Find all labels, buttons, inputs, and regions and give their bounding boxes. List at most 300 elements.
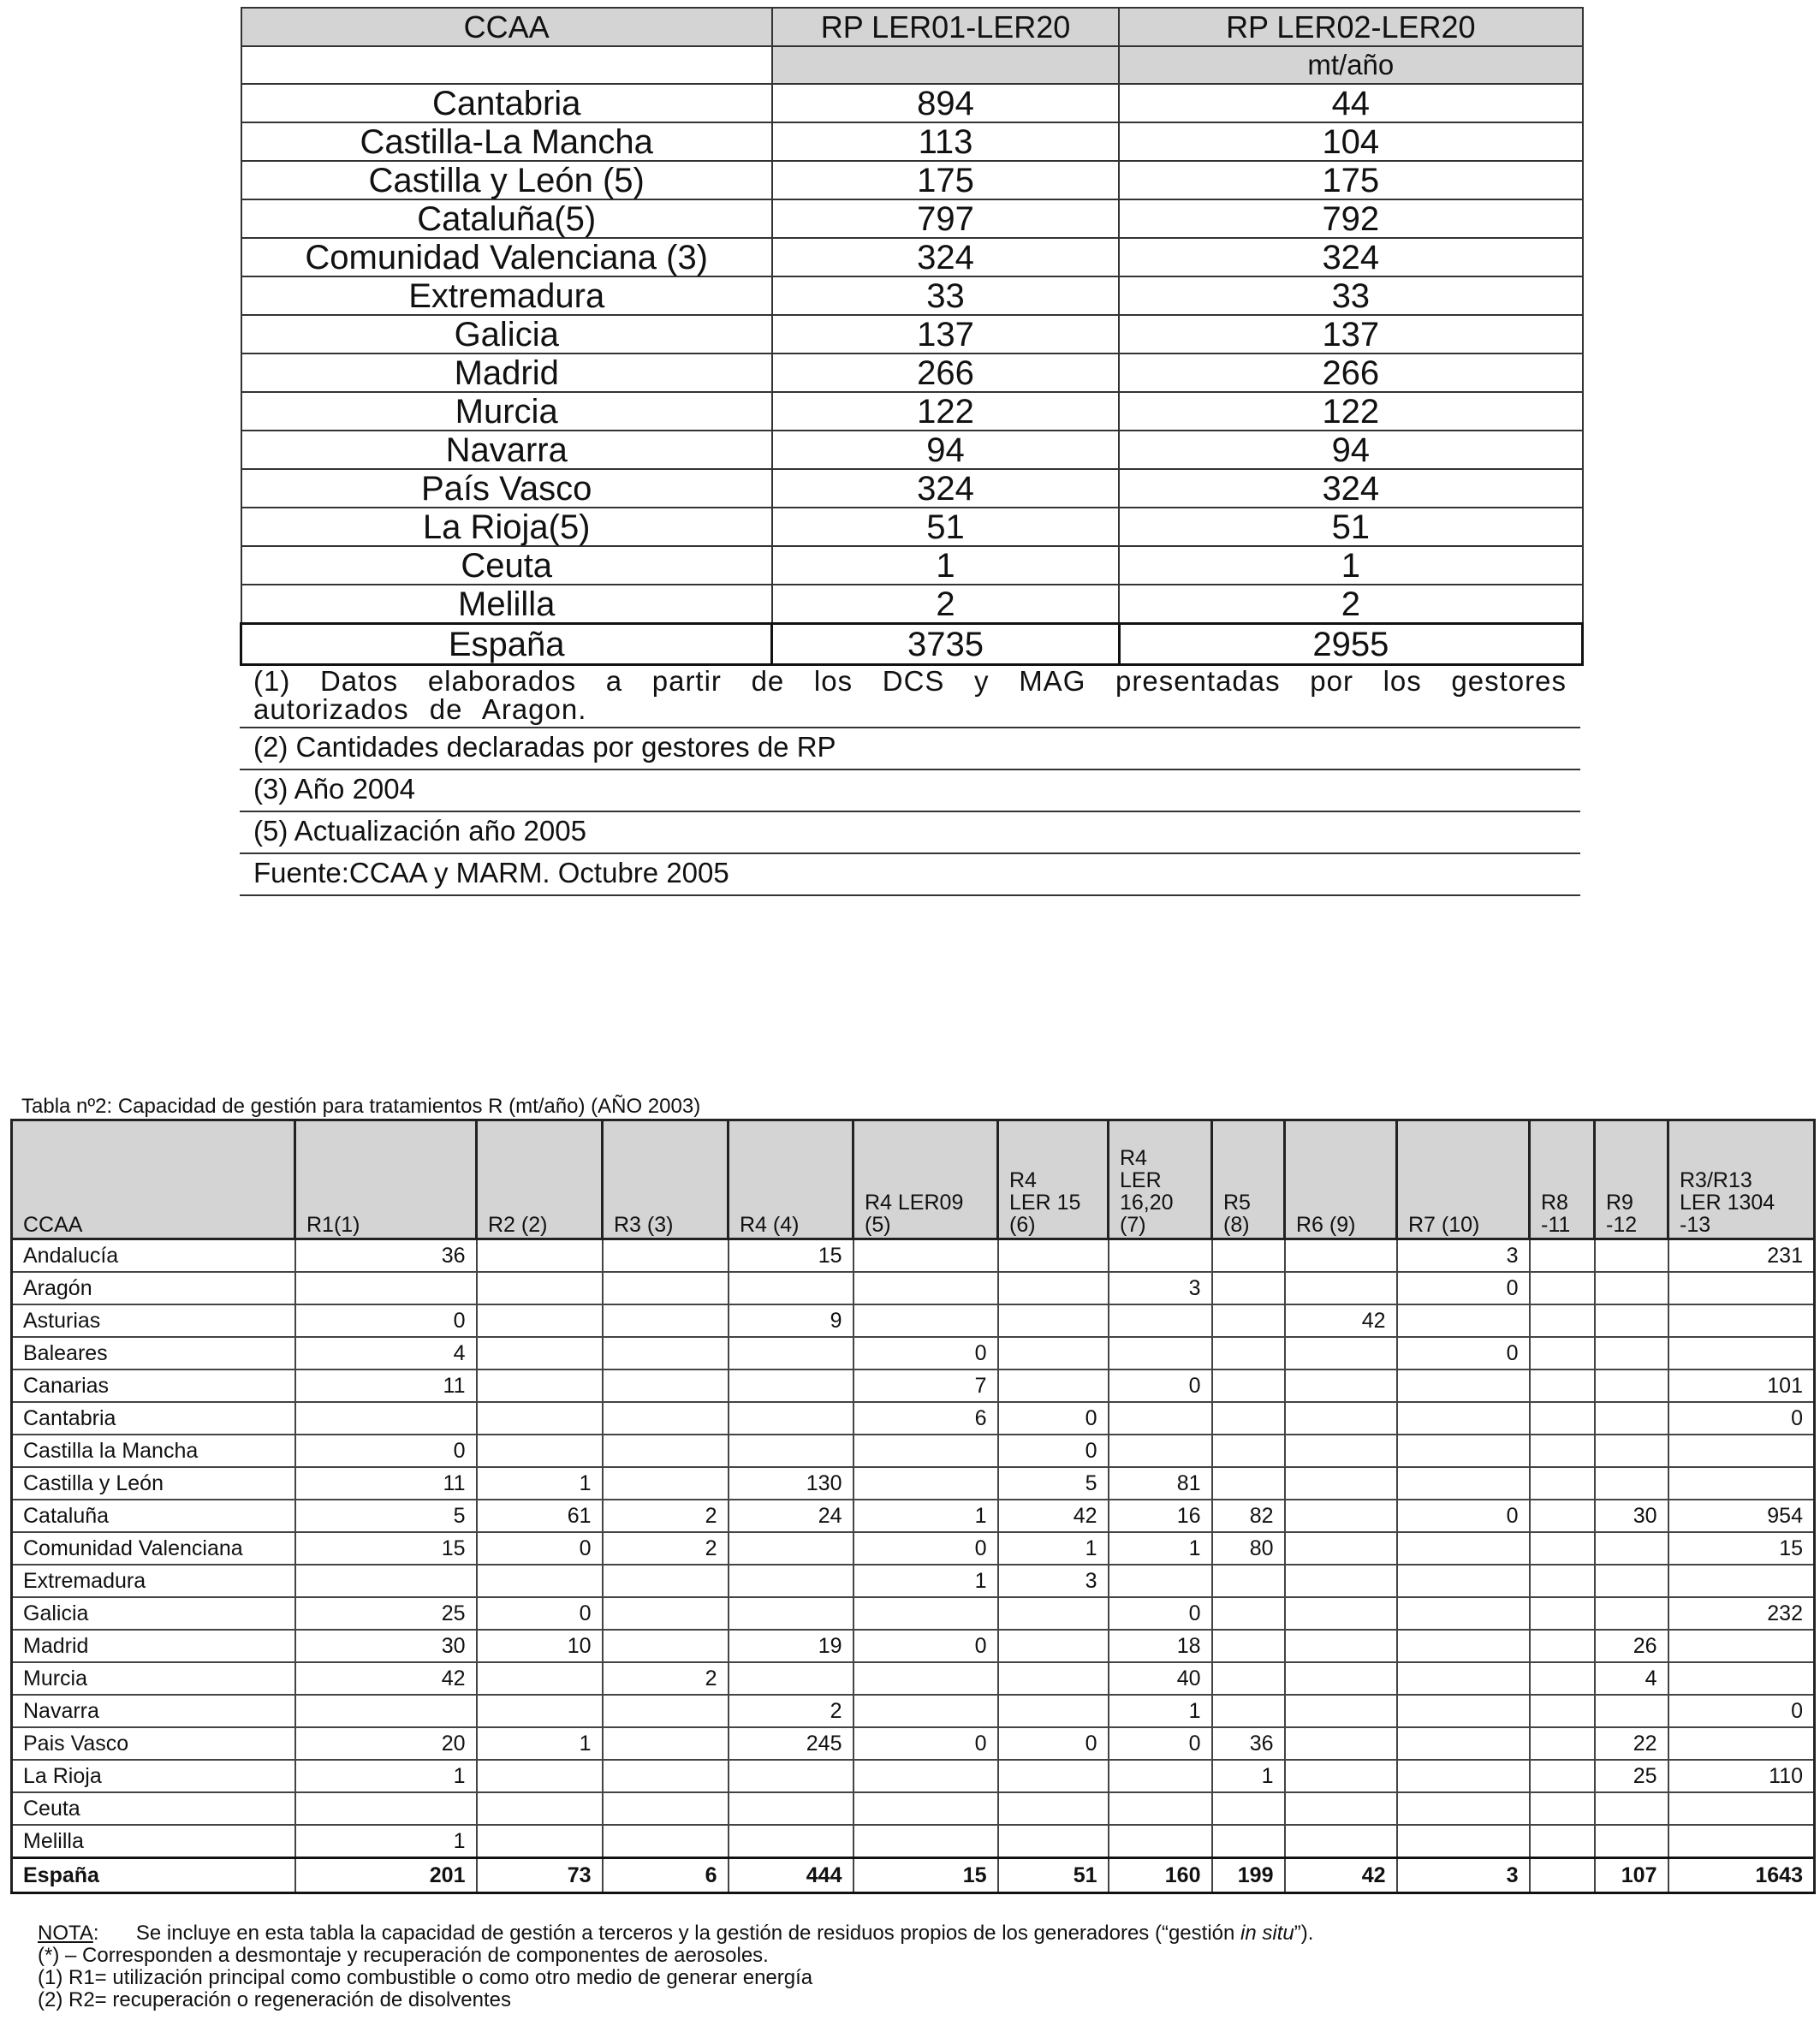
- table2-ccaa-cell: Melilla: [12, 1825, 295, 1858]
- table2-value-cell: [1109, 1792, 1212, 1825]
- table2-value-cell: [1530, 1304, 1595, 1337]
- table2-value-cell: [603, 1467, 729, 1500]
- table2-value-cell: [1530, 1662, 1595, 1695]
- table2-value-cell: 82: [1212, 1500, 1285, 1532]
- table2-row: [12, 1435, 1815, 1467]
- table2-row: [12, 1369, 1815, 1402]
- table2-value-cell: 1: [1109, 1695, 1212, 1727]
- table2-value-cell: [1530, 1402, 1595, 1435]
- table1-ccaa-cell: Galicia: [241, 315, 772, 354]
- table2-value-cell: [1212, 1662, 1285, 1695]
- table1-total-row: [241, 624, 1583, 665]
- table2-row: [12, 1825, 1815, 1858]
- table1-ccaa-cell: Ceuta: [241, 546, 772, 585]
- table2-header-line: -11: [1541, 1213, 1571, 1237]
- table2-header-cell: [1595, 1120, 1668, 1239]
- table2-row: [12, 1467, 1815, 1500]
- table2-ccaa-cell: España: [12, 1858, 295, 1893]
- table2-value-cell: [1397, 1435, 1530, 1467]
- table2-value-cell: 20: [295, 1727, 477, 1760]
- table2-value-cell: 81: [1109, 1467, 1212, 1500]
- table2-value-cell: [1397, 1304, 1530, 1337]
- table2-value-cell: [1397, 1727, 1530, 1760]
- table2-value-cell: [477, 1435, 603, 1467]
- table2-value-cell: [1212, 1239, 1285, 1273]
- table2-value-cell: [853, 1272, 998, 1304]
- table2-value-cell: 3: [1109, 1272, 1212, 1304]
- table1-footnote: (5) Actualización año 2005: [240, 812, 1580, 854]
- table2-value-cell: [998, 1662, 1109, 1695]
- table2-header-line: LER: [1120, 1168, 1162, 1192]
- table1-value-cell: 137: [772, 315, 1119, 354]
- table2-value-cell: [1668, 1272, 1815, 1304]
- table2-row: [12, 1597, 1815, 1630]
- table2-value-cell: [1595, 1435, 1668, 1467]
- table1-ccaa-cell: Cataluña(5): [241, 199, 772, 238]
- table2-value-cell: [477, 1304, 603, 1337]
- table2-header-line: R8: [1541, 1191, 1568, 1215]
- table2-value-cell: 107: [1595, 1858, 1668, 1893]
- table1-value-cell: 175: [1119, 161, 1582, 199]
- table2-value-cell: [1285, 1435, 1397, 1467]
- table2-row: [12, 1304, 1815, 1337]
- table2-value-cell: [1530, 1695, 1595, 1727]
- table1-total-cell: 2955: [1119, 624, 1582, 665]
- table1-value-cell: 104: [1119, 122, 1582, 161]
- table2-value-cell: [1530, 1239, 1595, 1273]
- table2-value-cell: [1397, 1532, 1530, 1565]
- table2-value-cell: [1530, 1337, 1595, 1369]
- table2-row: [12, 1792, 1815, 1825]
- table2-value-cell: [1595, 1792, 1668, 1825]
- table1-units-cell: [241, 46, 772, 84]
- table2-value-cell: [1595, 1467, 1668, 1500]
- table2-value-cell: 10: [477, 1630, 603, 1662]
- table2-header-line: R7 (10): [1408, 1213, 1480, 1237]
- table1-value-cell: 122: [772, 392, 1119, 431]
- table2-value-cell: [729, 1272, 853, 1304]
- table2-header-cell: [12, 1120, 295, 1239]
- table2-value-cell: [603, 1760, 729, 1792]
- table2-header-line: R6 (9): [1296, 1213, 1356, 1237]
- table2-row: [12, 1662, 1815, 1695]
- table2-value-cell: 160: [1109, 1858, 1212, 1893]
- table2-value-cell: [603, 1630, 729, 1662]
- table2-value-cell: 19: [729, 1630, 853, 1662]
- table2-value-cell: [1285, 1402, 1397, 1435]
- table2-ccaa-cell: Canarias: [12, 1369, 295, 1402]
- table2-value-cell: [1397, 1402, 1530, 1435]
- table2-ccaa-cell: Cataluña: [12, 1500, 295, 1532]
- table2-value-cell: [1285, 1792, 1397, 1825]
- table2-value-cell: 110: [1668, 1760, 1815, 1792]
- table2-value-cell: [1397, 1662, 1530, 1695]
- table2-header-line: R4 (4): [740, 1213, 800, 1237]
- table2-note: (*) – Corresponden a desmontaje y recuperación de componentes de aerosoles.: [38, 1944, 769, 1967]
- table2-value-cell: [1212, 1467, 1285, 1500]
- table2-ccaa-cell: Extremadura: [12, 1565, 295, 1597]
- table1-footnotes: [240, 665, 1580, 896]
- table2-value-cell: [1212, 1435, 1285, 1467]
- table2-header-line: R3/R13: [1680, 1168, 1752, 1192]
- table2-value-cell: 5: [998, 1467, 1109, 1500]
- table1-row: [241, 315, 1583, 354]
- table2-value-cell: [998, 1760, 1109, 1792]
- table2-value-cell: [1285, 1695, 1397, 1727]
- table2-header-line: (5): [865, 1213, 891, 1237]
- table1-value-cell: 792: [1119, 199, 1582, 238]
- table1-ccaa-cell: Navarra: [241, 431, 772, 469]
- table2-value-cell: [1530, 1727, 1595, 1760]
- table1-units-cell: mt/año: [1119, 46, 1582, 84]
- table2-value-cell: 0: [477, 1597, 603, 1630]
- table1-footnote: (3) Año 2004: [240, 770, 1580, 812]
- table2-ccaa-cell: Aragón: [12, 1272, 295, 1304]
- table2-value-cell: [477, 1760, 603, 1792]
- table2-ccaa-cell: Andalucía: [12, 1239, 295, 1273]
- table1-ccaa-cell: Melilla: [241, 585, 772, 624]
- table2-value-cell: [998, 1239, 1109, 1273]
- table2-header-line: LER 1304: [1680, 1191, 1775, 1215]
- table2-value-cell: [729, 1662, 853, 1695]
- table2-value-cell: 0: [998, 1402, 1109, 1435]
- table2-header-line: LER 15: [1009, 1191, 1081, 1215]
- table2-header-line: R3 (3): [614, 1213, 674, 1237]
- table2-ccaa-cell: Cantabria: [12, 1402, 295, 1435]
- table2-value-cell: [1397, 1792, 1530, 1825]
- table2-value-cell: 1: [295, 1760, 477, 1792]
- table1-ccaa-cell: Madrid: [241, 354, 772, 392]
- table2-value-cell: 232: [1668, 1597, 1815, 1630]
- table2-value-cell: [603, 1792, 729, 1825]
- table2-value-cell: 1: [295, 1825, 477, 1858]
- table2-total-row: [12, 1858, 1815, 1893]
- table1-header-row: [241, 8, 1583, 46]
- table2-value-cell: [1212, 1402, 1285, 1435]
- table2-value-cell: [603, 1727, 729, 1760]
- nota-text: Se incluye en esta tabla la capacidad de gestión a terceros y la gestión de residuos propios de los generadores (“gestión: [135, 1922, 1241, 1945]
- table2-value-cell: 0: [295, 1435, 477, 1467]
- table2-value-cell: [1285, 1467, 1397, 1500]
- table1-ccaa-cell: Castilla y León (5): [241, 161, 772, 199]
- table2-value-cell: 1: [1212, 1760, 1285, 1792]
- table1-value-cell: 2: [1119, 585, 1582, 624]
- nota-label: NOTA: [38, 1922, 93, 1945]
- table2-value-cell: [1212, 1825, 1285, 1858]
- table2-value-cell: [1109, 1565, 1212, 1597]
- table1-value-cell: 175: [772, 161, 1119, 199]
- table2-value-cell: [1109, 1402, 1212, 1435]
- table2-ccaa-cell: Asturias: [12, 1304, 295, 1337]
- table2-value-cell: [729, 1792, 853, 1825]
- table2-notes: [38, 1922, 1313, 2011]
- table2-row: [12, 1402, 1815, 1435]
- table2-value-cell: [998, 1630, 1109, 1662]
- table2-value-cell: 6: [603, 1858, 729, 1893]
- table2-value-cell: [998, 1695, 1109, 1727]
- table2-value-cell: [1595, 1304, 1668, 1337]
- table2-value-cell: [729, 1760, 853, 1792]
- table2-value-cell: 36: [1212, 1727, 1285, 1760]
- table2-header-cell: [853, 1120, 998, 1239]
- table2-value-cell: [295, 1792, 477, 1825]
- table2-row: [12, 1695, 1815, 1727]
- table2-ccaa-cell: Madrid: [12, 1630, 295, 1662]
- table2-value-cell: [1530, 1532, 1595, 1565]
- table2-value-cell: [729, 1597, 853, 1630]
- table1-row: [241, 199, 1583, 238]
- table2-value-cell: 2: [729, 1695, 853, 1727]
- table2-value-cell: 42: [998, 1500, 1109, 1532]
- table2-value-cell: [1285, 1565, 1397, 1597]
- table1-ccaa-cell: Cantabria: [241, 84, 772, 122]
- table2-value-cell: [998, 1369, 1109, 1402]
- table2-value-cell: [1530, 1435, 1595, 1467]
- table2-value-cell: 0: [853, 1337, 998, 1369]
- table2-value-cell: [1397, 1565, 1530, 1597]
- table2-value-cell: [603, 1369, 729, 1402]
- table2-header-line: (6): [1009, 1213, 1036, 1237]
- table2-value-cell: [853, 1239, 998, 1273]
- table1-ccaa-cell: País Vasco: [241, 469, 772, 508]
- table2-value-cell: [853, 1662, 998, 1695]
- table2-value-cell: [998, 1272, 1109, 1304]
- table1-row: [241, 354, 1583, 392]
- table1-row: [241, 469, 1583, 508]
- table2-value-cell: [1595, 1272, 1668, 1304]
- table2-value-cell: [1530, 1760, 1595, 1792]
- table2-ccaa-cell: Murcia: [12, 1662, 295, 1695]
- table1-row: [241, 546, 1583, 585]
- table2-value-cell: [1595, 1695, 1668, 1727]
- table2-value-cell: [998, 1825, 1109, 1858]
- table2-value-cell: 4: [295, 1337, 477, 1369]
- table2-value-cell: [1668, 1662, 1815, 1695]
- table2-value-cell: [1212, 1565, 1285, 1597]
- table1-value-cell: 122: [1119, 392, 1582, 431]
- table2-value-cell: [1212, 1337, 1285, 1369]
- table2-header-line: (8): [1223, 1213, 1250, 1237]
- table2-value-cell: [1530, 1630, 1595, 1662]
- table1-row: [241, 585, 1583, 624]
- table1-units-cell: [772, 46, 1119, 84]
- table2-value-cell: [1530, 1369, 1595, 1402]
- table2-value-cell: [603, 1304, 729, 1337]
- table2-value-cell: [1668, 1435, 1815, 1467]
- table2-value-cell: 0: [1397, 1500, 1530, 1532]
- table1-units-row: [241, 46, 1583, 84]
- table2-caption: Tabla nº2: Capacidad de gestión para tratamientos R (mt/año) (AÑO 2003): [21, 1095, 701, 1118]
- table1-row: [241, 392, 1583, 431]
- table2-value-cell: [998, 1337, 1109, 1369]
- table2-value-cell: [729, 1402, 853, 1435]
- table2-value-cell: [603, 1272, 729, 1304]
- table2-value-cell: [477, 1565, 603, 1597]
- table2-value-cell: [1212, 1792, 1285, 1825]
- table1-header-ler01: RP LER01-LER20: [772, 8, 1119, 46]
- table2-value-cell: 11: [295, 1467, 477, 1500]
- table1-value-cell: 44: [1119, 84, 1582, 122]
- table1-footnote: (1) Datos elaborados a partir de los DCS y MAG presentadas por los gestores autorizados de Aragon.: [240, 665, 1580, 728]
- table2-value-cell: 16: [1109, 1500, 1212, 1532]
- table2-header-cell: [1285, 1120, 1397, 1239]
- table2-value-cell: 2: [603, 1500, 729, 1532]
- table2-value-cell: 5: [295, 1500, 477, 1532]
- table2-value-cell: [1397, 1695, 1530, 1727]
- table2-value-cell: 2: [603, 1532, 729, 1565]
- table1-value-cell: 266: [1119, 354, 1582, 392]
- table2-value-cell: 40: [1109, 1662, 1212, 1695]
- table2-value-cell: [1668, 1337, 1815, 1369]
- table2-value-cell: [603, 1337, 729, 1369]
- table2-value-cell: [1595, 1239, 1668, 1273]
- table1-ccaa-cell: Comunidad Valenciana (3): [241, 238, 772, 276]
- table2-value-cell: 9: [729, 1304, 853, 1337]
- table2-header-cell: [295, 1120, 477, 1239]
- table2-value-cell: [477, 1272, 603, 1304]
- table2-header-line: -13: [1680, 1213, 1711, 1237]
- table2-value-cell: 22: [1595, 1727, 1668, 1760]
- table2-value-cell: [477, 1662, 603, 1695]
- table2-body: [12, 1239, 1815, 1893]
- table2-value-cell: [1397, 1597, 1530, 1630]
- table2-value-cell: [1285, 1500, 1397, 1532]
- table1-row: [241, 276, 1583, 315]
- table1-value-cell: 51: [772, 508, 1119, 546]
- table2-value-cell: [1595, 1825, 1668, 1858]
- table2-value-cell: [603, 1695, 729, 1727]
- table1-row: [241, 238, 1583, 276]
- table2-value-cell: 130: [729, 1467, 853, 1500]
- table2-row: [12, 1532, 1815, 1565]
- table2-ccaa-cell: Ceuta: [12, 1792, 295, 1825]
- table2-value-cell: 1: [853, 1565, 998, 1597]
- table2-value-cell: 1: [998, 1532, 1109, 1565]
- table2-ccaa-cell: La Rioja: [12, 1760, 295, 1792]
- table2-row: [12, 1500, 1815, 1532]
- table2-value-cell: [1668, 1825, 1815, 1858]
- table2-value-cell: 1: [477, 1727, 603, 1760]
- table2-value-cell: 3: [1397, 1239, 1530, 1273]
- table2-value-cell: [1530, 1597, 1595, 1630]
- table2-value-cell: [1595, 1597, 1668, 1630]
- table2-value-cell: [477, 1825, 603, 1858]
- table1-value-cell: 797: [772, 199, 1119, 238]
- table2-value-cell: [853, 1597, 998, 1630]
- table1-total-cell: 3735: [772, 624, 1119, 665]
- table2-value-cell: 3: [998, 1565, 1109, 1597]
- table2-value-cell: 0: [853, 1727, 998, 1760]
- table2-value-cell: [295, 1272, 477, 1304]
- table2-value-cell: [1285, 1630, 1397, 1662]
- table2-value-cell: 18: [1109, 1630, 1212, 1662]
- table2-value-cell: 15: [853, 1858, 998, 1893]
- table2-value-cell: 2: [603, 1662, 729, 1695]
- table2-value-cell: [1109, 1825, 1212, 1858]
- table2-value-cell: [1530, 1825, 1595, 1858]
- table2-value-cell: [1285, 1760, 1397, 1792]
- table2-row: [12, 1760, 1815, 1792]
- table2-value-cell: [1109, 1435, 1212, 1467]
- table2-value-cell: 101: [1668, 1369, 1815, 1402]
- table2-value-cell: [1285, 1597, 1397, 1630]
- table2-value-cell: [1530, 1858, 1595, 1893]
- table2-ccaa-cell: Baleares: [12, 1337, 295, 1369]
- table2-value-cell: 245: [729, 1727, 853, 1760]
- table2-value-cell: 4: [1595, 1662, 1668, 1695]
- table2-value-cell: 15: [295, 1532, 477, 1565]
- table2-header-line: 16,20: [1120, 1191, 1174, 1215]
- table1-source: Fuente:CCAA y MARM. Octubre 2005: [240, 854, 1580, 896]
- table1-row: [241, 508, 1583, 546]
- table1-ccaa-cell: La Rioja(5): [241, 508, 772, 546]
- table2-value-cell: 0: [1668, 1402, 1815, 1435]
- table2-value-cell: 42: [1285, 1304, 1397, 1337]
- table2-value-cell: [998, 1597, 1109, 1630]
- table1-value-cell: 113: [772, 122, 1119, 161]
- table2-value-cell: 231: [1668, 1239, 1815, 1273]
- table2-value-cell: [1397, 1369, 1530, 1402]
- table2-value-cell: 51: [998, 1858, 1109, 1893]
- table2-value-cell: [603, 1402, 729, 1435]
- table1-value-cell: 324: [1119, 238, 1582, 276]
- table2-value-cell: [1212, 1695, 1285, 1727]
- table2-value-cell: [729, 1532, 853, 1565]
- table2-value-cell: 0: [1397, 1272, 1530, 1304]
- table2-value-cell: 0: [1109, 1369, 1212, 1402]
- table-treatment-capacity: [10, 1119, 1813, 1894]
- table2-value-cell: [477, 1369, 603, 1402]
- table2-value-cell: [295, 1565, 477, 1597]
- table2-header-line: CCAA: [23, 1213, 83, 1237]
- table2-row: [12, 1630, 1815, 1662]
- table2-value-cell: 1: [477, 1467, 603, 1500]
- table2-value-cell: [1285, 1369, 1397, 1402]
- table2-header-cell: [1668, 1120, 1815, 1239]
- table2-row: [12, 1272, 1815, 1304]
- table2-header-cell: [1397, 1120, 1530, 1239]
- table2-header-line: (7): [1120, 1213, 1146, 1237]
- table2-value-cell: [729, 1565, 853, 1597]
- table2-header-line: R4 LER09: [865, 1191, 964, 1215]
- table2-value-cell: [1285, 1662, 1397, 1695]
- table2-header-line: R5: [1223, 1191, 1251, 1215]
- table2-value-cell: [853, 1435, 998, 1467]
- table1-value-cell: 324: [1119, 469, 1582, 508]
- table2-value-cell: [603, 1565, 729, 1597]
- table2-value-cell: 0: [1397, 1337, 1530, 1369]
- table2-header-cell: [1530, 1120, 1595, 1239]
- nota-text-end: ”).: [1294, 1922, 1314, 1945]
- table2-value-cell: [853, 1760, 998, 1792]
- table2-value-cell: [1668, 1467, 1815, 1500]
- table1-value-cell: 51: [1119, 508, 1582, 546]
- table2-header-line: R4: [1009, 1168, 1037, 1192]
- table1-value-cell: 94: [772, 431, 1119, 469]
- table2-value-cell: [1668, 1727, 1815, 1760]
- table2-value-cell: 15: [1668, 1532, 1815, 1565]
- table2-value-cell: 30: [1595, 1500, 1668, 1532]
- table2-value-cell: [1285, 1337, 1397, 1369]
- table2-value-cell: 11: [295, 1369, 477, 1402]
- table2-value-cell: 1: [1109, 1532, 1212, 1565]
- table2-value-cell: 7: [853, 1369, 998, 1402]
- table2-ccaa-cell: Pais Vasco: [12, 1727, 295, 1760]
- table-rp-by-ccaa: [240, 7, 1584, 666]
- table2-value-cell: [295, 1402, 477, 1435]
- table2-value-cell: [998, 1792, 1109, 1825]
- table2-value-cell: 0: [853, 1630, 998, 1662]
